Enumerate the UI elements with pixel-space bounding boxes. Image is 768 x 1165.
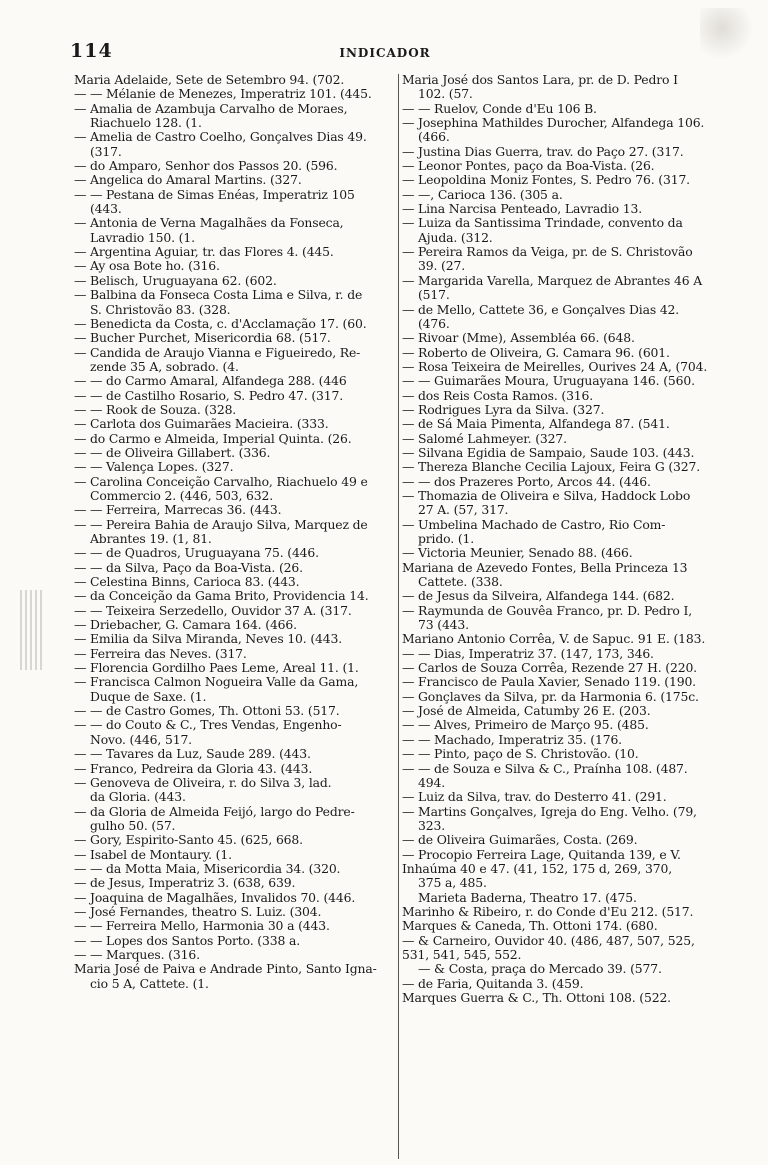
- right-column: [402, 73, 732, 1163]
- right-entry-line: — Carlos de Souza Corrêa, Rezende 27 H. (220.: [402, 661, 697, 676]
- left-entry-line: Maria Adelaide, Sete de Setembro 94. (702.: [74, 73, 345, 87]
- right-entry-line: — Procopio Ferreira Lage, Quitanda 139, e V.: [402, 847, 681, 862]
- right-entry-line: — — Dias, Imperatriz 37. (147, 173, 346.: [402, 646, 654, 661]
- right-entry-line: — Martins Gonçalves, Igreja do Eng. Velho. (79,: [402, 804, 697, 819]
- left-entry-line: Abrantes 19. (1, 81.: [90, 532, 212, 546]
- right-entry-line: — —, Carioca 136. (305 a.: [402, 187, 563, 202]
- right-entry-line: — — Machado, Imperatriz 35. (176.: [402, 732, 622, 747]
- right-entry-line: Mariana de Azevedo Fontes, Bella Princeza 13: [402, 560, 688, 575]
- left-entry-line: Maria José de Paiva e Andrade Pinto, Santo Igna-: [74, 962, 377, 977]
- right-entry-line: — Umbelina Machado de Castro, Rio Com-: [402, 517, 666, 532]
- left-entry-line: — Celestina Binns, Carioca 83. (443.: [74, 575, 300, 590]
- left-entry-line: Commercio 2. (446, 503, 632.: [90, 488, 274, 503]
- left-entry-line: — — Ferreira, Marrecas 36. (443.: [74, 503, 282, 518]
- left-entry-line: — Florencia Gordilho Paes Leme, Areal 11. (1.: [74, 661, 359, 676]
- right-entry-line: — Luiza da Santissima Trindade, convento da: [402, 216, 683, 231]
- right-entry-line: — Salomé Lahmeyer. (327.: [402, 431, 567, 446]
- right-entry-line: Inhaúma 40 e 47. (41, 152, 175 d, 269, 370,: [402, 861, 672, 876]
- right-entry-line: — Silvana Egidia de Sampaio, Saude 103. (443.: [402, 445, 695, 460]
- right-entry-line: — Rivoar (Mme), Assembléa 66. (648.: [402, 331, 635, 346]
- left-entry-line: cio 5 A, Cattete. (1.: [90, 976, 209, 991]
- left-entry-line: — Carolina Conceição Carvalho, Riachuelo 49 e: [74, 474, 368, 489]
- right-entry-line: — — Guimarães Moura, Uruguayana 146. (560.: [402, 374, 695, 389]
- right-entry-line: — Francisco de Paula Xavier, Senado 119. (190.: [402, 675, 696, 690]
- right-entry-line: — — de Souza e Silva & C., Praínha 108. (487.: [402, 761, 688, 776]
- right-entry-line: 102. (57.: [418, 87, 473, 102]
- left-entry-line: — Argentina Aguiar, tr. das Flores 4. (445.: [74, 245, 334, 260]
- left-entry-line: — Candida de Araujo Vianna e Figueiredo, Re-: [74, 345, 361, 360]
- left-entry-line: gulho 50. (57.: [90, 818, 176, 833]
- left-entry-line: — — de Castilho Rosario, S. Pedro 47. (317.: [74, 388, 344, 403]
- right-entry-line: (476.: [418, 316, 450, 331]
- left-entry-line: — Angelica do Amaral Martins. (327.: [74, 173, 302, 188]
- right-entry-line: — — dos Prazeres Porto, Arcos 44. (446.: [402, 474, 651, 489]
- left-entry-line: — Benedicta da Costa, c. d'Acclamação 17. (60.: [74, 316, 367, 331]
- right-entry-line: — Leonor Pontes, paço da Boa-Vista. (26.: [402, 159, 655, 174]
- right-entry-line: — Thereza Blanche Cecilia Lajoux, Feira G (327.: [402, 460, 701, 475]
- right-entry-line: — — Pinto, paço de S. Christovão. (10.: [402, 747, 639, 762]
- right-entry-line: prido. (1.: [418, 532, 475, 546]
- left-entry-line: Novo. (446, 517.: [90, 732, 192, 747]
- right-entry-line: — Margarida Varella, Marquez de Abrantes 46 A: [402, 273, 703, 288]
- right-entry-line: — Leopoldina Moniz Fontes, S. Pedro 76. (317.: [402, 173, 690, 188]
- left-entry-line: — do Carmo e Almeida, Imperial Quinta. (26.: [74, 431, 352, 446]
- right-entry-line: 323.: [418, 818, 445, 833]
- right-entry-line: (517.: [418, 288, 450, 303]
- left-entry-line: Lavradio 150. (1.: [90, 230, 195, 245]
- left-entry-line: — Ferreira das Neves. (317.: [74, 646, 247, 661]
- right-entry-line: — Victoria Meunier, Senado 88. (466.: [402, 546, 633, 561]
- right-entry-line: Marieta Baderna, Theatro 17. (475.: [418, 890, 637, 905]
- right-entry-line: 27 A. (57, 317.: [418, 503, 509, 518]
- right-entry-line: — dos Reis Costa Ramos. (316.: [402, 388, 594, 403]
- left-entry-line: — José Fernandes, theatro S. Luiz. (304.: [74, 904, 322, 919]
- left-entry-line: — — do Couto & C., Tres Vendas, Engenho-: [74, 718, 342, 733]
- right-entry-line: Cattete. (338.: [418, 575, 503, 590]
- left-entry-line: — Balbina da Fonseca Costa Lima e Silva, r. de: [74, 288, 363, 303]
- left-entry-line: (317.: [90, 144, 122, 159]
- right-entry-line: 375 a, 485.: [418, 876, 487, 891]
- page-header: [70, 40, 760, 68]
- right-entry-line: Maria José dos Santos Lara, pr. de D. Pedro I: [402, 73, 678, 87]
- left-entry-line: — Gory, Espirito-Santo 45. (625, 668.: [74, 833, 303, 848]
- left-entry-line: — — Mélanie de Menezes, Imperatriz 101. (445.: [74, 87, 372, 102]
- right-entry-line: — — Alves, Primeiro de Março 95. (485.: [402, 718, 649, 733]
- left-entry-line: — Ay osa Bote ho. (316.: [74, 259, 220, 274]
- right-entry-line: Ajuda. (312.: [418, 230, 493, 245]
- left-entry-line: — Bucher Purchet, Misericordia 68. (517.: [74, 331, 331, 346]
- page-number: 114: [70, 40, 113, 62]
- left-entry-line: — Antonia de Verna Magalhães da Fonseca,: [74, 216, 344, 231]
- left-entry-line: Duque de Saxe. (1.: [90, 689, 207, 704]
- left-entry-line: — — Marques. (316.: [74, 947, 200, 962]
- right-entry-line: — Roberto de Oliveira, G. Camara 96. (601.: [402, 345, 670, 360]
- left-entry-line: — Franco, Pedreira da Gloria 43. (443.: [74, 761, 313, 776]
- left-entry-line: — — Valença Lopes. (327.: [74, 460, 234, 475]
- right-entry-line: — & Carneiro, Ouvidor 40. (486, 487, 507, 525,: [402, 933, 695, 948]
- running-head: INDICADOR: [339, 46, 431, 60]
- left-entry-line: — — de Oliveira Gillabert. (336.: [74, 445, 271, 460]
- left-entry-line: — Belisch, Uruguayana 62. (602.: [74, 273, 277, 288]
- left-entry-line: — da Conceição da Gama Brito, Providencia 14.: [74, 589, 369, 604]
- right-entry-line: — Gonçlaves da Silva, pr. da Harmonia 6. (175c.: [402, 689, 699, 704]
- left-entry-line: Riachuelo 128. (1.: [90, 116, 202, 131]
- left-entry-line: — — de Quadros, Uruguayana 75. (446.: [74, 546, 319, 561]
- left-entry-line: zende 35 A, sobrado. (4.: [90, 359, 239, 374]
- left-entry-line: — Amalia de Azambuja Carvalho de Moraes,: [74, 101, 348, 116]
- left-entry-line: — — Tavares da Luz, Saude 289. (443.: [74, 747, 311, 762]
- right-entry-line: 531, 541, 545, 552.: [402, 947, 522, 962]
- right-entry-line: (466.: [418, 130, 450, 145]
- left-entry-line: — Carlota dos Guimarães Macieira. (333.: [74, 417, 329, 432]
- margin-bleed-mark: [20, 590, 42, 670]
- right-entry-line: — Pereira Ramos da Veiga, pr. de S. Christovão: [402, 245, 693, 260]
- right-entry-line: — Lina Narcisa Penteado, Lavradio 13.: [402, 202, 642, 217]
- right-entry-line: — Luiz da Silva, trav. do Desterro 41. (291.: [402, 790, 667, 805]
- left-entry-line: — Amelia de Castro Coelho, Gonçalves Dias 49.: [74, 130, 367, 145]
- left-column: [74, 73, 402, 1163]
- left-entry-line: — — de Castro Gomes, Th. Ottoni 53. (517.: [74, 704, 340, 719]
- right-entry-line: 494.: [418, 775, 445, 790]
- right-entry-line: Marques Guerra & C., Th. Ottoni 108. (522.: [402, 991, 671, 1005]
- left-entry-line: — Francisca Calmon Nogueira Valle da Gama,: [74, 675, 359, 690]
- right-entry-line: — de Mello, Cattete 36, e Gonçalves Dias 42.: [402, 302, 680, 317]
- left-entry-line: — — Rook de Souza. (328.: [74, 402, 237, 417]
- left-entry-line: — — Pereira Bahia de Araujo Silva, Marquez de: [74, 517, 368, 532]
- right-entry-line: — Rosa Teixeira de Meirelles, Ourives 24 A, (704.: [402, 359, 708, 374]
- right-entry-line: — & Costa, praça do Mercado 39. (577.: [418, 962, 662, 977]
- right-entry-line: — de Faria, Quitanda 3. (459.: [402, 976, 584, 991]
- right-entry-line: Marinho & Ribeiro, r. do Conde d'Eu 212. (517.: [402, 904, 694, 919]
- left-entry-line: — Joaquina de Magalhães, Invalidos 70. (446.: [74, 890, 356, 905]
- column-divider: [398, 74, 399, 1159]
- left-entry-line: — de Jesus, Imperatriz 3. (638, 639.: [74, 876, 296, 891]
- left-entry-line: — — do Carmo Amaral, Alfandega 288. (446: [74, 374, 347, 389]
- right-entry-line: — de Jesus da Silveira, Alfandega 144. (682.: [402, 589, 675, 604]
- left-entry-line: — — Lopes dos Santos Porto. (338 a.: [74, 933, 301, 948]
- left-entry-line: — da Gloria de Almeida Feijó, largo do Pedre-: [74, 804, 355, 819]
- left-entry-line: — Driebacher, G. Camara 164. (466.: [74, 618, 297, 633]
- left-entry-line: — — da Motta Maia, Misericordia 34. (320.: [74, 861, 341, 876]
- left-entry-line: — Emilia da Silva Miranda, Neves 10. (443.: [74, 632, 343, 647]
- right-entry-line: 39. (27.: [418, 259, 465, 274]
- right-entry-line: — José de Almeida, Catumby 26 E. (203.: [402, 704, 651, 719]
- right-entry-line: — Raymunda de Gouvêa Franco, pr. D. Pedro I,: [402, 603, 692, 618]
- right-entry-line: — Justina Dias Guerra, trav. do Paço 27. (317.: [402, 144, 684, 159]
- left-entry-line: (443.: [90, 202, 122, 217]
- left-entry-line: S. Christovão 83. (328.: [90, 302, 231, 317]
- left-entry-line: — — Pestana de Simas Enéas, Imperatriz 105: [74, 187, 355, 202]
- left-entry-line: — — Teixeira Serzedello, Ouvidor 37 A. (317.: [74, 603, 352, 618]
- left-entry-line: da Gloria. (443.: [90, 790, 186, 805]
- right-entry-line: — — Ruelov, Conde d'Eu 106 B.: [402, 101, 597, 116]
- left-entry-line: — — Ferreira Mello, Harmonia 30 a (443.: [74, 919, 330, 934]
- right-entry-line: — Rodrigues Lyra da Silva. (327.: [402, 402, 605, 417]
- left-entry-line: — Genoveva de Oliveira, r. do Silva 3, lad.: [74, 775, 332, 790]
- right-entry-line: — Thomazia de Oliveira e Silva, Haddock Lobo: [402, 488, 691, 503]
- left-entry-line: — Isabel de Montaury. (1.: [74, 847, 232, 862]
- right-entry-line: Marques & Caneda, Th. Ottoni 174. (680.: [402, 919, 658, 934]
- right-entry-line: — de Oliveira Guimarães, Costa. (269.: [402, 833, 638, 848]
- right-entry-line: — de Sá Maia Pimenta, Alfandega 87. (541.: [402, 417, 670, 432]
- right-entry-line: Mariano Antonio Corrêa, V. de Sapuc. 91 E. (183.: [402, 632, 706, 647]
- left-entry-line: — — da Silva, Paço da Boa-Vista. (26.: [74, 560, 303, 575]
- right-entry-line: 73 (443.: [418, 618, 469, 633]
- right-entry-line: — Josephina Mathildes Durocher, Alfandega 106.: [402, 116, 705, 131]
- left-entry-line: — do Amparo, Senhor dos Passos 20. (596.: [74, 159, 338, 174]
